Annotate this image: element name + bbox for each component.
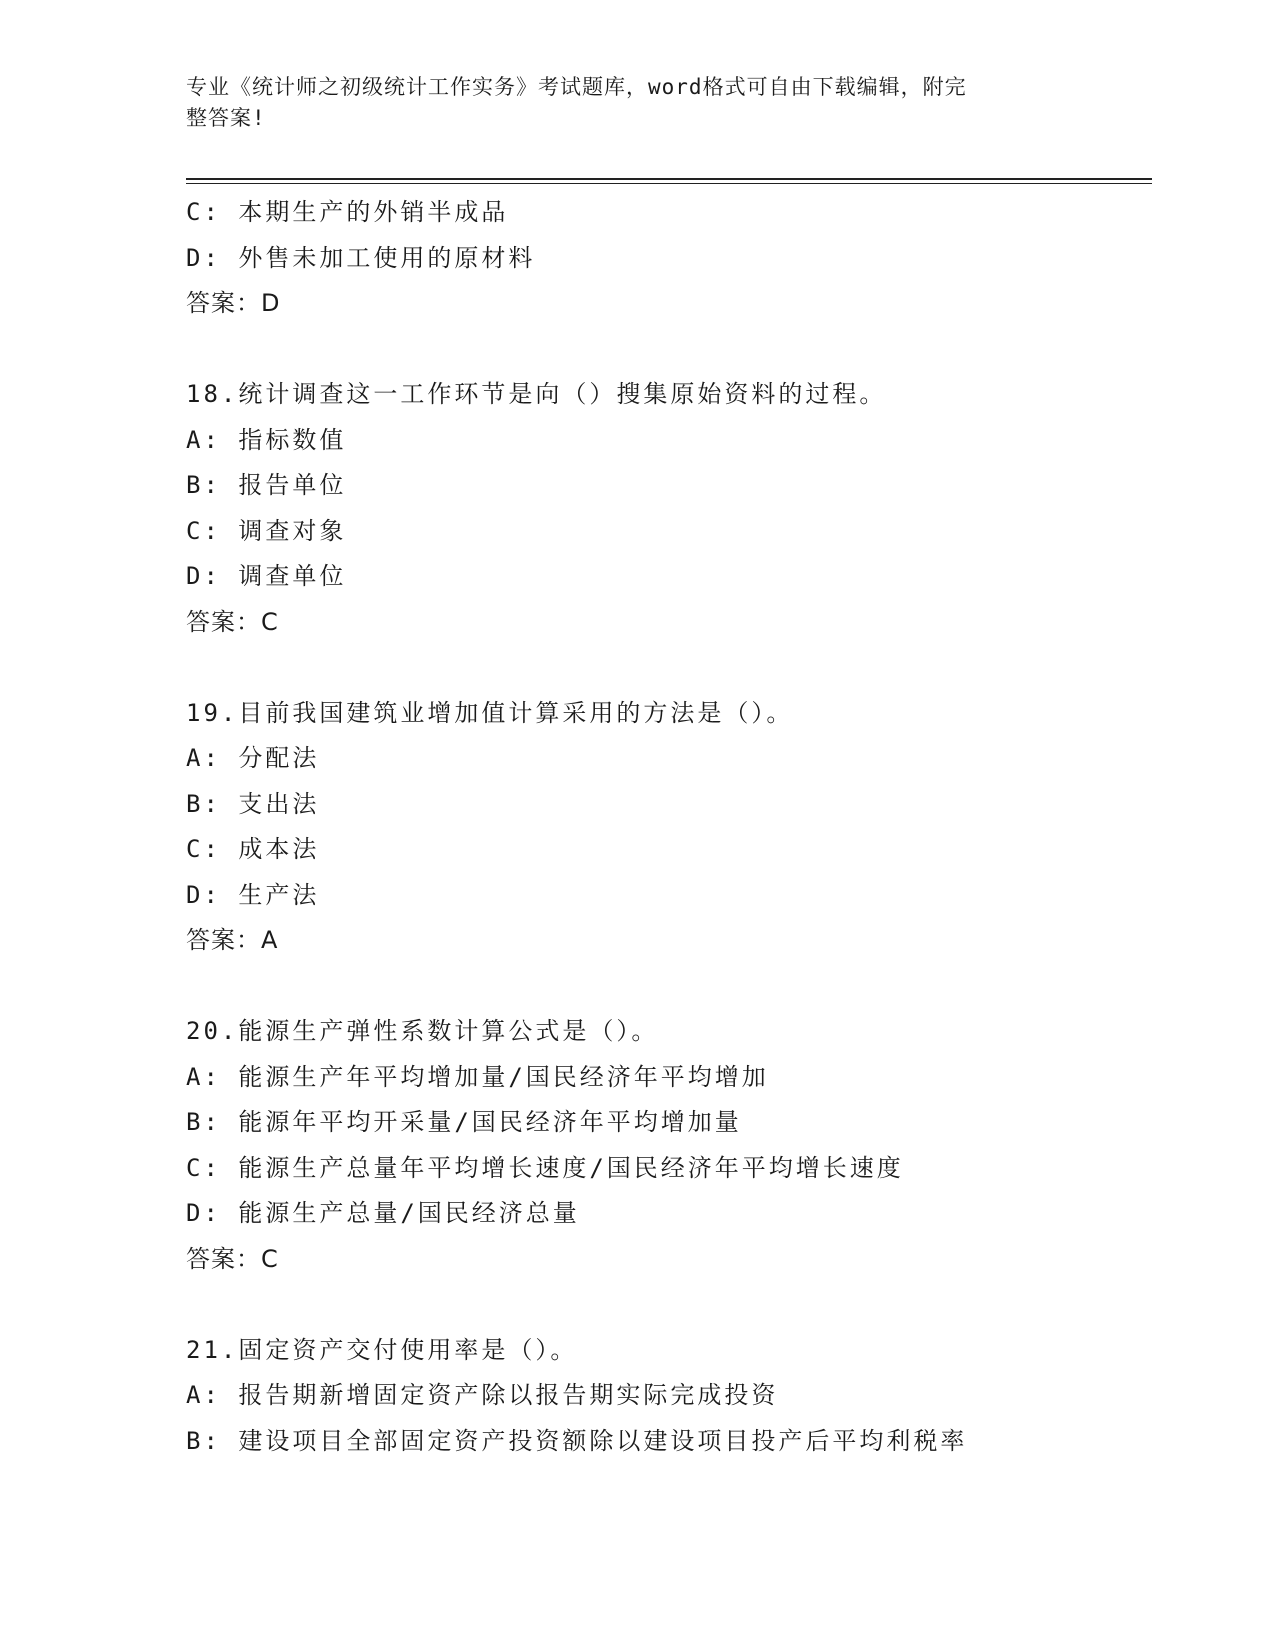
header-divider bbox=[186, 178, 1152, 180]
option-text: D: 外售未加工使用的原材料 bbox=[186, 243, 536, 272]
spacer bbox=[186, 1282, 1186, 1328]
option-text: A: 报告期新增固定资产除以报告期实际完成投资 bbox=[186, 1381, 779, 1409]
option-text: B: 支出法 bbox=[186, 789, 320, 818]
option-text: D: 能源生产总量/国民经济总量 bbox=[186, 1199, 580, 1227]
question-text: 18.统计调查这一工作环节是向（）搜集原始资料的过程。 bbox=[186, 380, 887, 408]
option-text: C: 能源生产总量年平均增长速度/国民经济年平均增长速度 bbox=[186, 1153, 904, 1182]
spacer bbox=[186, 964, 1186, 1010]
option-text: C: 本期生产的外销半成品 bbox=[186, 198, 509, 226]
option-text: A: 分配法 bbox=[186, 744, 320, 772]
answer-text: 答案：C bbox=[186, 1244, 279, 1273]
option-text: C: 调查对象 bbox=[186, 516, 347, 545]
option-text: B: 建设项目全部固定资产投资额除以建设项目投产后平均利税率 bbox=[186, 1426, 968, 1455]
question-list bbox=[186, 190, 1186, 1464]
question-text: 19.目前我国建筑业增加值计算采用的方法是（）。 bbox=[186, 698, 794, 727]
header-line-1: 专业《统计师之初级统计工作实务》考试题库，word格式可自由下载编辑，附完 bbox=[186, 75, 967, 99]
option-text: A: 能源生产年平均增加量/国民经济年平均增加 bbox=[186, 1062, 769, 1091]
option-text: C: 成本法 bbox=[186, 835, 320, 863]
header-divider-thin bbox=[186, 183, 1152, 184]
option-text: B: 能源年平均开采量/国民经济年平均增加量 bbox=[186, 1108, 742, 1136]
spacer bbox=[186, 327, 1186, 373]
option-text: D: 调查单位 bbox=[186, 562, 347, 590]
question-text: 21.固定资产交付使用率是（）。 bbox=[186, 1335, 578, 1364]
document-header bbox=[186, 72, 1066, 134]
answer-text: 答案：A bbox=[186, 926, 279, 954]
spacer bbox=[186, 645, 1186, 691]
option-text: D: 生产法 bbox=[186, 880, 320, 909]
answer-text: 答案：D bbox=[186, 289, 281, 317]
header-line-2: 整答案! bbox=[186, 106, 266, 130]
option-text: A: 指标数值 bbox=[186, 425, 347, 454]
option-text: B: 报告单位 bbox=[186, 471, 347, 499]
answer-text: 答案：C bbox=[186, 607, 279, 636]
question-text: 20.能源生产弹性系数计算公式是（）。 bbox=[186, 1017, 659, 1045]
